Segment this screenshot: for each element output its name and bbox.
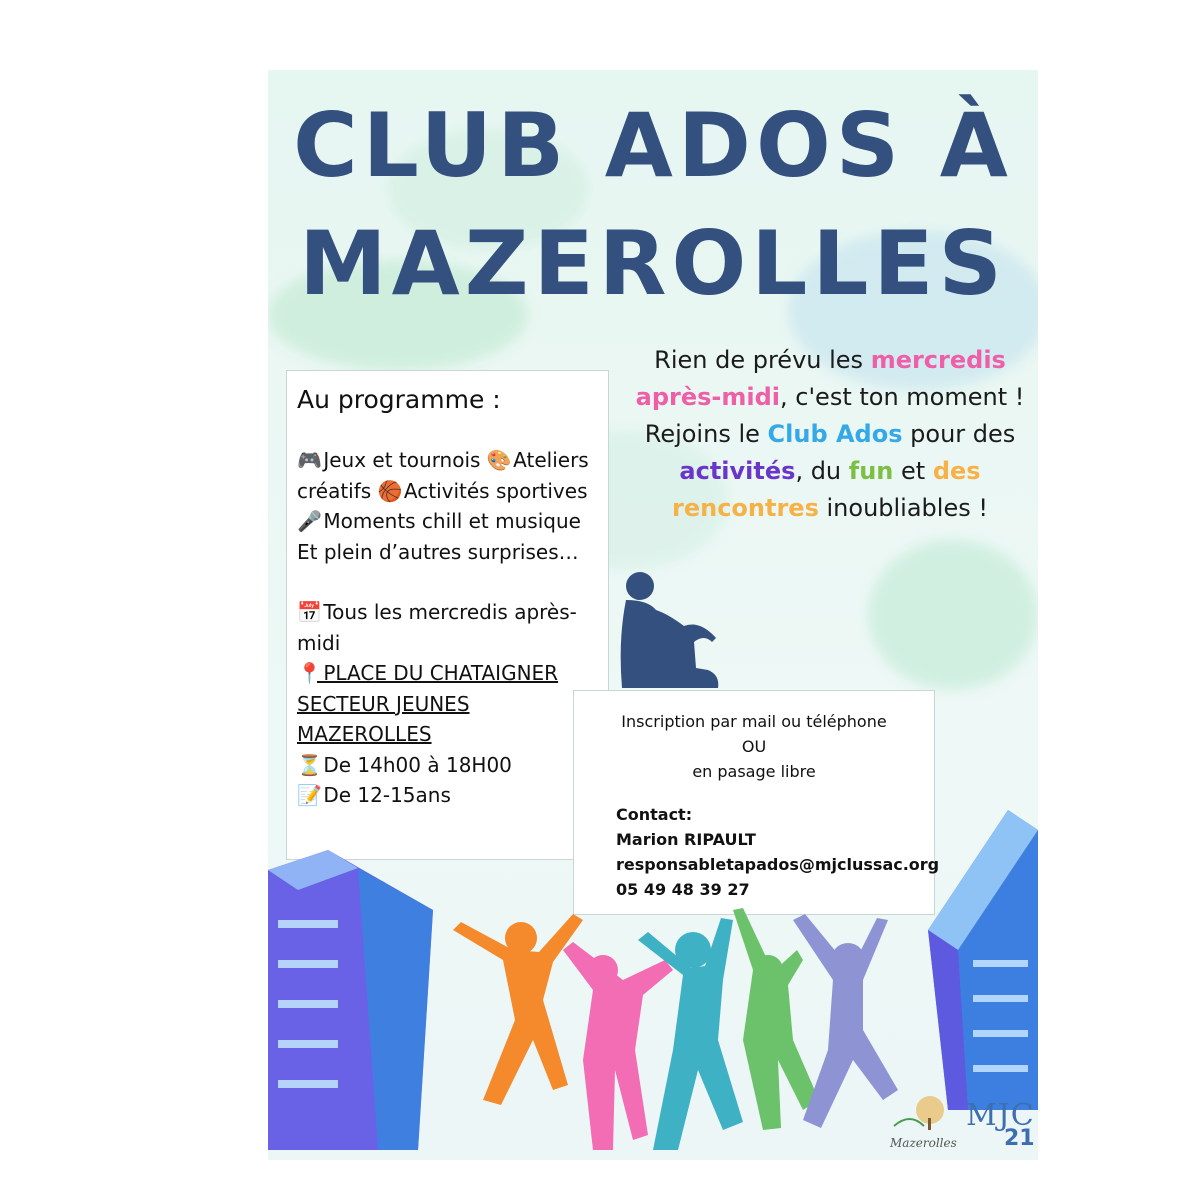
poster (268, 70, 1038, 1160)
contact-box (573, 690, 940, 915)
mjc-logo (966, 1098, 1038, 1158)
place-text: PLACE DU CHATAIGNER SECTEUR JEUNES MAZEROLLES (297, 661, 559, 746)
intro-part: inoubliables ! (818, 494, 988, 522)
hours-text: De 14h00 à 18H00 (317, 752, 512, 777)
gamepad-icon: 🎮 (297, 448, 322, 472)
intro-part: pour des (902, 420, 1016, 448)
contact-phone[interactable]: 05 49 48 39 27 (616, 880, 750, 899)
programme-box (286, 370, 609, 860)
programme-heading: Au programme : (297, 385, 501, 414)
intro-part: et (893, 457, 933, 485)
intro-highlight: des rencontres (672, 457, 981, 522)
intro-highlight: mercredis après-midi (635, 346, 1006, 411)
mazerolles-logo-text: Mazerolles (890, 1136, 957, 1150)
hourglass-icon: ⏳ (297, 752, 322, 777)
schedule-text: Tous les mercredis après-midi (297, 600, 577, 655)
intro-highlight: Club Ados (767, 420, 903, 448)
mjc-logo-text: MJC (966, 1098, 1035, 1133)
age-text: De 12-15ans (317, 783, 451, 807)
activity-text: Activités sportives (397, 478, 588, 503)
schedule (297, 597, 598, 658)
contact-email[interactable]: responsabletapados@mjclussac.org (616, 855, 940, 874)
place (297, 658, 598, 750)
building-right-illustration (928, 810, 1038, 1110)
cloud-decoration (868, 540, 1038, 690)
libre-text: en pasage libre (692, 762, 816, 781)
activity-text: Ateliers créatifs (297, 448, 589, 503)
microphone-icon: 🎤 (297, 509, 322, 533)
age (297, 780, 598, 811)
palette-icon: 🎨 (486, 448, 512, 472)
intro-part: , du (795, 457, 849, 485)
mazerolles-logo (890, 1092, 956, 1156)
programme-activities (297, 445, 598, 537)
inscription-info (574, 709, 934, 784)
intro-highlight: activités (679, 457, 796, 485)
intro-part: Rien de prévu les (654, 346, 871, 374)
hours (297, 750, 598, 781)
activity-text: Moments chill et musique (317, 509, 581, 533)
tree-icon (890, 1092, 956, 1132)
basketball-icon: 🏀 (377, 478, 403, 503)
intro-text (630, 342, 1030, 527)
pin-icon: 📍 (297, 661, 322, 685)
activity-text: Jeux et tournois (317, 448, 487, 472)
memo-icon: 📝 (297, 783, 322, 807)
jumping-people-illustration (443, 900, 903, 1160)
intro-part: , c'est ton moment ! Rejoins le (644, 383, 1025, 448)
or-text: OU (741, 737, 767, 756)
page-title: CLUB ADOS À (293, 94, 1013, 197)
contact-details (616, 802, 940, 902)
mjc-logo-number: 21 (1004, 1126, 1035, 1151)
intro-highlight: fun (848, 457, 894, 485)
contact-label: Contact: (616, 805, 693, 824)
building-left-illustration (268, 850, 433, 1150)
programme-more: Et plein d’autres surprises… (297, 539, 579, 564)
calendar-icon: 📅 (297, 600, 322, 624)
page-title-line2: MAZEROLLES (299, 212, 1007, 315)
inscription-text: Inscription par mail ou téléphone (621, 712, 887, 731)
contact-name: Marion RIPAULT (616, 830, 756, 849)
sitting-person-silhouette (608, 570, 723, 690)
